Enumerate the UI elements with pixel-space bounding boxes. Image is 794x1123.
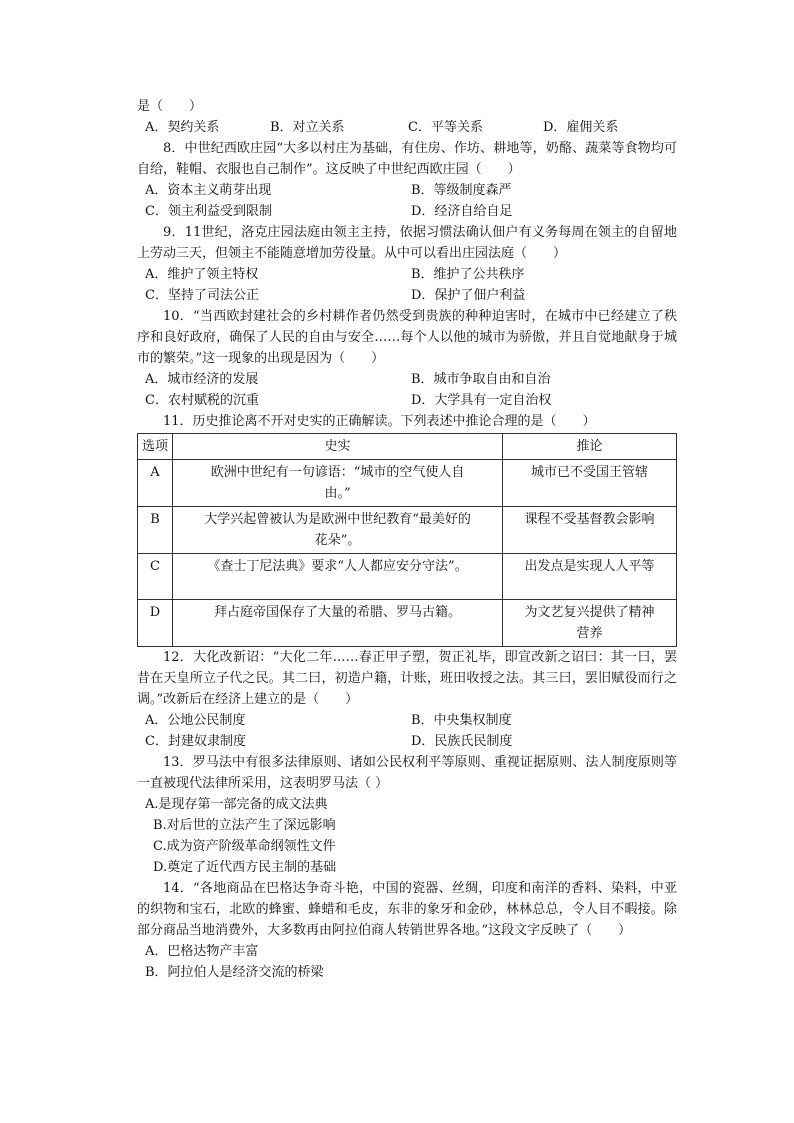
option-b[interactable]: B．等级制度森严: [411, 183, 512, 198]
row-fact: 《查士丁尼法典》要求“人人都应安分守法”。: [173, 554, 503, 600]
option-a[interactable]: A．城市经济的发展: [145, 372, 259, 387]
row-fact: 大学兴起曾被认为是欧洲中世纪教育“最美好的花朵”。: [173, 507, 503, 554]
header-option: 选项: [138, 434, 173, 460]
question-9-options-row-2: [137, 285, 677, 306]
option-c[interactable]: C.成为资产阶级革命纲领性文件: [153, 839, 336, 854]
table-row[interactable]: [138, 460, 677, 507]
header-inference: 推论: [503, 434, 677, 460]
question-13-stem: 13．罗马法中有很多法律原则、诸如公民权利平等原则、重视证据原则、法人制度原则等一直被现代法律所采用，这表明罗马法（ ）: [137, 755, 677, 791]
option-b[interactable]: B．维护了公共秩序: [411, 267, 525, 282]
option-d[interactable]: D．经济自给自足: [411, 204, 513, 219]
option-b[interactable]: B．城市争取自由和自治: [411, 372, 551, 387]
option-b[interactable]: B．阿拉伯人是经济交流的桥梁: [145, 965, 324, 980]
question-11-table: [137, 433, 677, 647]
option-b[interactable]: B．中央集权制度: [411, 713, 512, 728]
question-9-stem: 9．11世纪，洛克庄园法庭由领主主持，依据习惯法确认佃户有义务每周在领主的自留地上劳动三天，但领主不能随意增加劳役量。从中可以看出庄园法庭（ ）: [137, 225, 677, 261]
question-10-options-row-1: [137, 369, 677, 390]
option-d[interactable]: D．大学具有一定自治权: [411, 393, 552, 408]
option-d[interactable]: D．民族氏民制度: [411, 734, 513, 749]
option-a[interactable]: A.是现存第一部完备的成文法典: [145, 797, 328, 812]
exam-page: [137, 96, 677, 983]
row-inference: 出发点是实现人人平等: [503, 554, 677, 600]
question-12-stem: 12．大化改新诏：“大化二年……春正甲子塑，贺正礼毕，即宣改新之诏曰：其一曰，罢昔在天皇所立子代之民。其二曰，初造户籍，计账，班田收授之法。其三曰，罢旧赋役而行之调。”改新后在经济上建立的是（ ）: [137, 650, 677, 707]
row-fact: 欧洲中世纪有一句谚语：“城市的空气使人自由。”: [173, 460, 503, 507]
table-row[interactable]: [138, 600, 677, 647]
option-d[interactable]: D．雇佣关系: [543, 120, 619, 135]
question-8-options-row-2: [137, 201, 677, 222]
question-12-options-row-2: [137, 731, 677, 752]
question-14-stem: 14．“各地商品在巴格达争奇斗艳，中国的瓷器、丝绸，印度和南洋的香料、染料，中亚的织物和宝石，北欧的蜂蜜、蜂蜡和毛皮，东非的象牙和金砂，林林总总，令人目不暇接。除部分商品当地消费外，大多数再由阿拉伯商人转销世界各地。”这段文字反映了（ ）: [137, 881, 677, 938]
question-10-options-row-2: [137, 390, 677, 411]
table-row[interactable]: [138, 554, 677, 600]
question-12-options-row-1: [137, 710, 677, 731]
option-a[interactable]: A．公地公民制度: [145, 713, 246, 728]
option-d[interactable]: D．保护了佃户利益: [411, 288, 526, 303]
option-a[interactable]: A．巴格达物产丰富: [145, 944, 259, 959]
row-option: D: [138, 600, 173, 647]
option-d[interactable]: D.奠定了近代西方民主制的基础: [153, 860, 337, 875]
option-c[interactable]: C．领主利益受到限制: [145, 204, 272, 219]
question-7-tail: 是（ ）: [137, 99, 203, 114]
option-a[interactable]: A．资本主义萌芽出现: [145, 183, 272, 198]
question-11-stem: 11．历史推论离不开对史实的正确解读。下列表述中推论合理的是（ ）: [163, 414, 596, 429]
question-8-options-row-1: [137, 180, 677, 201]
row-inference: 为文艺复兴提供了精神营养: [503, 600, 677, 647]
option-b[interactable]: B.对后世的立法产生了深远影响: [153, 818, 336, 833]
header-fact: 史实: [173, 434, 503, 460]
row-inference: 城市已不受国王管辖: [503, 460, 677, 507]
table-header-row: [138, 434, 677, 460]
option-b[interactable]: B．对立关系: [270, 120, 345, 135]
question-10-stem: 10．“当西欧封建社会的乡村耕作者仍然受到贵族的种种迫害时，在城市中已经建立了秩序和良好政府，确保了人民的自由与安全……每个人以他的城市为骄傲，并且自觉地献身于城市的繁荣。”这一现象的出现是因为（ ）: [137, 309, 677, 366]
option-c[interactable]: C．封建奴隶制度: [145, 734, 246, 749]
row-inference: 课程不受基督教会影响: [503, 507, 677, 554]
option-a[interactable]: A．维护了领主特权: [145, 267, 259, 282]
question-9-options-row-1: [137, 264, 677, 285]
question-7-options: [137, 117, 677, 138]
table-row[interactable]: [138, 507, 677, 554]
row-fact: 拜占庭帝国保存了大量的希腊、罗马古籍。: [173, 600, 503, 647]
option-c[interactable]: C．坚持了司法公正: [145, 288, 259, 303]
row-option: C: [138, 554, 173, 600]
row-option: B: [138, 507, 173, 554]
option-a[interactable]: A．契约关系: [145, 120, 220, 135]
option-c[interactable]: C．农村赋税的沉重: [145, 393, 259, 408]
row-option: A: [138, 460, 173, 507]
option-c[interactable]: C．平等关系: [408, 120, 483, 135]
question-8-stem: 8．中世纪西欧庄园“大多以村庄为基础，有住房、作坊、耕地等，奶酪、蔬菜等食物均可自给，鞋帽、衣服也自己制作”。这反映了中世纪西欧庄园（ ）: [137, 141, 677, 177]
